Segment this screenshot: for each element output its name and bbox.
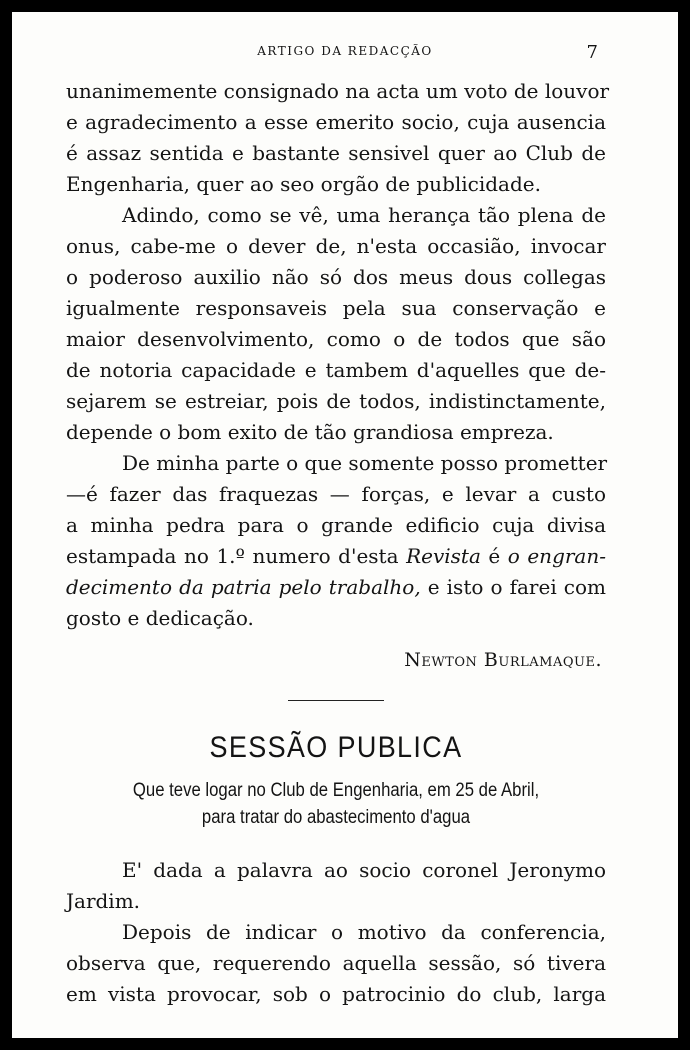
section-subtitle: [98, 777, 573, 831]
text-line: a minha pedra para o grande edificio cuja divisa: [66, 513, 606, 537]
text-line: é assaz sentida e bastante sensivel quer ao Club de: [66, 141, 606, 165]
author-signature: Newton Burlamaque.: [404, 649, 602, 671]
magazine-title: Revista: [406, 544, 481, 568]
page-number: 7: [586, 42, 598, 63]
book-page: [12, 12, 678, 1038]
text-line: onus, cabe-me o dever de, n'esta occasião, invocar: [66, 234, 606, 258]
text-line: observa que, requerendo aquella sessão, só tivera: [66, 951, 606, 975]
text-fragment: estampada no 1.º numero d'esta: [66, 544, 407, 568]
text-line: unanimemente consignado na acta um voto de louvor: [66, 79, 610, 103]
text-line: Engenharia, quer ao seo orgão de publicidade.: [66, 172, 541, 196]
section-body: [66, 855, 606, 1010]
article-continuation: [66, 76, 610, 676]
text-line: E' dada a palavra ao socio coronel Jeronymo: [122, 858, 606, 882]
section-title: SESSÃO PUBLICA: [209, 731, 463, 764]
body-text: [66, 76, 610, 1010]
motto-fragment: decimento da patria pelo trabalho,: [66, 575, 421, 599]
section-divider: [288, 700, 384, 701]
text-line: Depois de indicar o motivo da conferencia,: [122, 920, 606, 944]
running-header: [12, 42, 678, 63]
text-line: igualmente responsaveis pela sua conservação e: [66, 296, 606, 320]
text-line: depende o bom exito de tão grandiosa empreza.: [66, 420, 554, 444]
text-line: de notoria capacidade e tambem d'aquelles que de-: [66, 358, 606, 382]
text-line: [66, 572, 606, 603]
text-fragment: e isto o farei com: [420, 575, 606, 599]
motto-fragment: o engran-: [507, 544, 606, 568]
text-line: Jardim.: [66, 889, 141, 913]
text-line: —é fazer das fraquezas — forças, e levar a custo: [66, 482, 606, 506]
text-line: gosto e dedicação.: [66, 606, 254, 630]
subtitle-line: Que teve logar no Club de Engenharia, em 25 de Abril,: [132, 780, 540, 801]
text-line: De minha parte o que somente posso prometter: [122, 451, 608, 475]
running-title: ARTIGO DA REDACÇÃO: [257, 44, 433, 58]
subtitle-line: para tratar do abastecimento d'agua: [201, 807, 471, 828]
text-line: e agradecimento a esse emerito socio, cuja ausencia: [66, 110, 606, 134]
text-line: o poderoso auxilio não só dos meus dous collegas: [66, 265, 606, 289]
text-line: em vista provocar, sob o patrocinio do club, larga: [66, 982, 606, 1006]
text-line: Adindo, como se vê, uma herança tão plena de: [122, 203, 606, 227]
text-line: [66, 541, 606, 572]
text-line: maior desenvolvimento, como o de todos que são: [66, 327, 606, 351]
text-fragment: é: [480, 544, 508, 568]
text-line: sejarem se estreiar, pois de todos, indistinctamente,: [66, 389, 606, 413]
